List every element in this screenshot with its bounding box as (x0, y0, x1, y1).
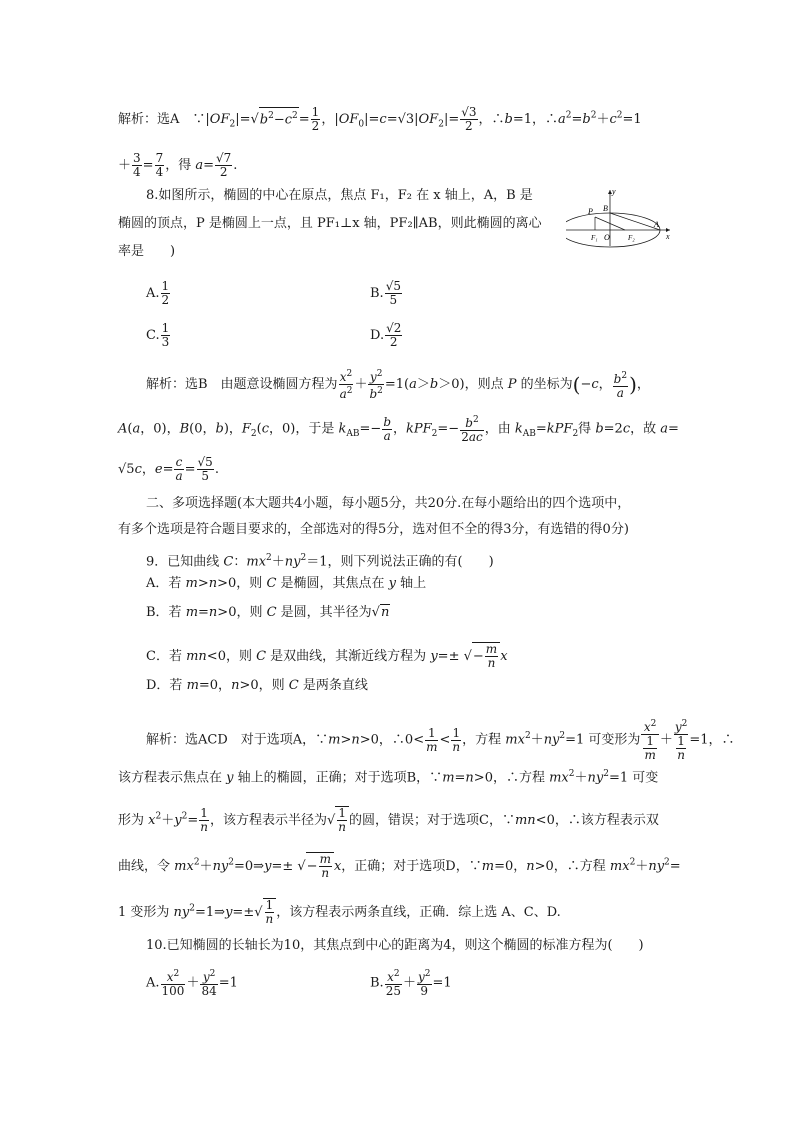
q8-option-b: B. $\frac{√5}{5}$ (370, 279, 401, 307)
q8-option-d: D. $\frac{√2}{2}$ (370, 321, 402, 349)
q8-stem-line2: 椭圆的顶点，P 是椭圆上一点，且 PF₁⊥x 轴，PF₂∥AB，则此椭圆的离心 (118, 216, 542, 231)
q8-solution-line3: √5c，e= $\frac{c}{a}$ = $\frac{√5}{5}$ . (118, 455, 219, 483)
q9-solution-line1: 解析：选ACD 对于选项A，∵m>n>0，∴0< $\frac{1}{m}$ < $\frac{1}{n}$ ，方程 $mx^2+ny^2=1$ 可变形为 $\frac{x^2}{\frac{1}{m}}$ ＋ $\frac{y^2}{\frac{1}{n}}$ =1，∴ (146, 719, 735, 762)
q7-solution-line1: 解析：选A $\because|OF_2|=√b^2-c^2=$ $\frac{1}{2}$ ，$|OF_0|=c=√3|OF_2|=$ $\frac{√3}{2}$ ，∴b=1，$\therefore a^2=b^2+c^2=1$ (118, 105, 642, 133)
fig-label-y: y (612, 187, 616, 196)
q8-stem-line1: 8.如图所示，椭圆的中心在原点，焦点 F₁，F₂ 在 x 轴上，A，B 是 (146, 188, 533, 203)
q9-solution-line2: 该方程表示焦点在 y 轴上的椭圆，正确；对于选项B，∵m=n>0，∴方程 $mx^2+ny^2=1$ 可变 (118, 769, 659, 786)
section2-line1: 二、多项选择题(本大题共4小题，每小题5分，共20分.在每小题给出的四个选项中， (146, 496, 631, 511)
fig-label-f1: F₁ (591, 234, 598, 242)
fig-label-b: B (603, 204, 608, 213)
q7-solution-line2: ＋ $\frac{3}{4}$ = $\frac{7}{4}$ ，得 a= $\frac{√7}{2}$ . (118, 151, 238, 179)
q9-solution-line3: 形为 $x^2+y^2=$ $\frac{1}{n}$ ，该方程表示半径为√ $\frac{1}{n}$ 的圆，错误；对于选项C，∵mn<0，∴该方程表示双 (118, 806, 659, 834)
q8-option-a: A. $\frac{1}{2}$ (146, 279, 170, 307)
section2-line2: 有多个选项是符合题目要求的，全部选对的得5分，选对但不全的得3分，有选错的得0分) (118, 522, 629, 537)
q9-stem: 9．已知曲线 C：$mx^2+ny^2=1$，则下列说法正确的有( ) (146, 553, 494, 570)
q9-option-a: A．若 m>n>0，则 C 是椭圆，其焦点在 y 轴上 (146, 576, 427, 591)
q8-solution-line2: A(a，0)，B(0，b)，$F_2(c$，0)，于是 $k_{AB}=-$ $\frac{b}{a}$ ，kPF$_2$=− $\frac{b^2}{2ac}$ ，由 $k_{AB}=kPF_2$得 b=2c，故 a= (118, 414, 679, 444)
q10-option-b: B. $\frac{x^2}{25}$ ＋ $\frac{y^2}{9}$ =1 (370, 969, 452, 998)
q9-solution-line5: 1 变形为 $ny^2=1\Rightarrow y=\pm√$ $\frac{1}{n}$ ，该方程表示两条直线，正确．综上选 A、C、D. (118, 898, 561, 926)
fig-label-x: x (666, 232, 670, 241)
fig-label-p: P (588, 207, 593, 216)
fig-label-a: A (654, 220, 659, 229)
q8-stem-line3: 率是 ) (118, 244, 176, 259)
q9-solution-line4: 曲线，令 $mx^2+ny^2=0\Rightarrow y=\pm$ √− $\frac{m}{n}$ x，正确；对于选项D，∵m=0，n>0，∴方程 $mx^2+ny^2=$ (118, 852, 681, 880)
q10-option-a: A. $\frac{x^2}{100}$ ＋ $\frac{y^2}{84}$ =1 (146, 969, 238, 998)
q8-solution-line1: 解析：选B 由题意设椭圆方程为 $\frac{x^2}{a^2}$ ＋ $\frac{y^2}{b^2}$ =1(a＞b＞0)，则点 P 的坐标为(−c， $\frac{b^2}{a}$ )， (146, 369, 650, 401)
fig-label-o: O (604, 233, 610, 242)
q9-option-b: B．若 m=n>0，则 C 是圆，其半径为√n (146, 605, 390, 620)
ellipse-figure (566, 186, 674, 248)
q10-stem: 10.已知椭圆的长轴长为10，其焦点到中心的距离为4，则这个椭圆的标准方程为( ) (146, 938, 644, 953)
fig-label-f2: F₂ (628, 234, 635, 242)
q9-option-d: D．若 m=0，n>0，则 C 是两条直线 (146, 678, 368, 693)
q9-option-c: C．若 mn<0，则 C 是双曲线，其渐近线方程为 y=± √− $\frac{m}{n}$ x (146, 642, 508, 670)
q8-option-c: C. $\frac{1}{3}$ (146, 321, 170, 349)
